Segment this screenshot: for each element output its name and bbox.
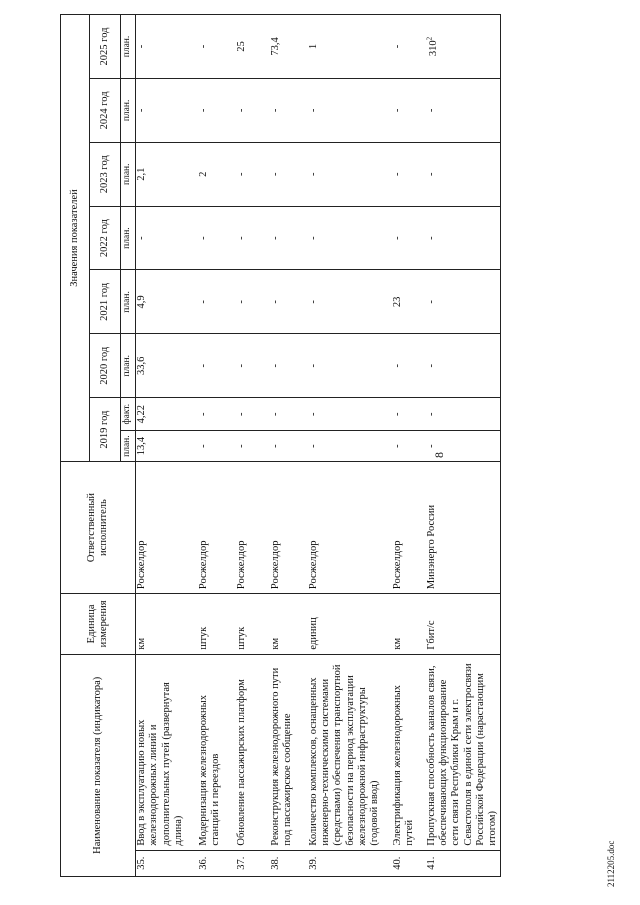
indicator-name: Обновление пассажирских платформ <box>236 654 270 850</box>
indicator-name: Пропускная способность каналов связи, обеспечивающих функционирование сети связи Республики Крым и г. Севастополя в единой сети электросвязи Российской Федерации (нарастающим итогом) <box>426 654 501 850</box>
value-cell: - <box>136 78 198 142</box>
table-row <box>270 15 308 877</box>
table-row <box>198 15 236 877</box>
value-cell: - <box>198 78 236 142</box>
value-cell: - <box>236 78 270 142</box>
value-cell: - <box>198 398 236 431</box>
indicator-name: Модернизация железнодорожных станций и переездов <box>198 654 236 850</box>
responsible-cell: Росжелдор <box>198 462 236 594</box>
value-cell: - <box>236 334 270 398</box>
header-year: 2025 год <box>90 15 121 79</box>
value-cell: - <box>426 431 501 462</box>
indicator-name: Количество комплексов, оснащенных инженерно-техническими системами (средствами) обеспечения транспортной безопасности на период эксплуатации железнодорожной инфраструктуры (годовой ввод) <box>308 654 392 850</box>
table-body <box>136 15 501 877</box>
responsible-cell: Росжелдор <box>308 462 392 594</box>
indicators-table <box>60 14 501 877</box>
value-cell: - <box>308 334 392 398</box>
value-cell: 4,22 <box>136 398 198 431</box>
value-cell: - <box>426 334 501 398</box>
value-cell: - <box>392 142 426 206</box>
value-cell: 25 <box>236 15 270 79</box>
value-cell: - <box>236 206 270 270</box>
value-cell: - <box>392 398 426 431</box>
value-cell: - <box>392 78 426 142</box>
responsible-cell: Росжелдор <box>392 462 426 594</box>
value-cell: - <box>198 431 236 462</box>
value-cell: 73,4 <box>270 15 308 79</box>
value-cell: - <box>236 398 270 431</box>
value-cell: - <box>426 206 501 270</box>
value-cell: - <box>270 206 308 270</box>
page-number: 8 <box>432 452 446 458</box>
header-plan: план. <box>121 270 136 334</box>
header-unit: Единица измерения <box>61 594 136 655</box>
row-number: 35. <box>136 850 198 876</box>
value-cell: - <box>392 334 426 398</box>
header-responsible: Ответственный исполнитель <box>61 462 136 594</box>
value-cell: - <box>308 270 392 334</box>
header-plan: план. <box>121 206 136 270</box>
unit-cell: штук <box>198 594 236 655</box>
value-cell: - <box>392 15 426 79</box>
footnote-marker: 2 <box>425 36 434 41</box>
row-number: 36. <box>198 850 236 876</box>
header-row-groups <box>61 15 90 877</box>
responsible-cell: Росжелдор <box>136 462 198 594</box>
value-cell: - <box>198 334 236 398</box>
value-cell: - <box>270 78 308 142</box>
table-row <box>236 15 270 877</box>
responsible-cell: Росжелдор <box>236 462 270 594</box>
value-cell: 2 <box>198 142 236 206</box>
value-cell: - <box>236 431 270 462</box>
value-cell: - <box>198 206 236 270</box>
row-number: 38. <box>270 850 308 876</box>
value-cell: - <box>136 15 198 79</box>
value-cell: - <box>308 206 392 270</box>
value-cell: - <box>308 78 392 142</box>
header-plan: план. <box>121 431 136 462</box>
unit-cell: единиц <box>308 594 392 655</box>
value-cell: - <box>270 142 308 206</box>
indicator-name: Реконструкция железнодорожного пути под пассажирское сообщение <box>270 654 308 850</box>
header-year: 2022 год <box>90 206 121 270</box>
value-cell: - <box>236 270 270 334</box>
value-cell: - <box>308 398 392 431</box>
header-values-group: Значения показателей <box>61 15 90 462</box>
row-number: 40. <box>392 850 426 876</box>
unit-cell: штук <box>236 594 270 655</box>
header-plan: план. <box>121 78 136 142</box>
row-number: 39. <box>308 850 392 876</box>
value-cell: 23 <box>392 270 426 334</box>
value-cell: - <box>198 270 236 334</box>
value-text: 310 <box>428 40 439 57</box>
value-cell: 1 <box>308 15 392 79</box>
value-cell: 4,9 <box>136 270 198 334</box>
indicator-name: Электрификация железнодорожных путей <box>392 654 426 850</box>
value-cell: - <box>270 270 308 334</box>
header-plan: план. <box>121 142 136 206</box>
value-cell: - <box>308 431 392 462</box>
value-with-footnote <box>425 36 439 57</box>
header-year: 2021 год <box>90 270 121 334</box>
value-cell: - <box>392 206 426 270</box>
header-fact: факт. <box>121 398 136 431</box>
row-number: 41. <box>426 850 501 876</box>
value-cell: 13,4 <box>136 431 198 462</box>
value-cell: - <box>426 270 501 334</box>
unit-cell: км <box>136 594 198 655</box>
value-cell: - <box>392 431 426 462</box>
value-cell: 2,1 <box>136 142 198 206</box>
value-cell: - <box>270 431 308 462</box>
header-year: 2020 год <box>90 334 121 398</box>
value-cell: - <box>270 334 308 398</box>
footer-file-name: 2112205.doc <box>606 840 616 887</box>
table-row <box>392 15 426 877</box>
value-cell: 33,6 <box>136 334 198 398</box>
header-plan: план. <box>121 334 136 398</box>
table-row <box>136 15 198 877</box>
row-number: 37. <box>236 850 270 876</box>
value-cell <box>426 15 501 79</box>
value-cell: - <box>308 142 392 206</box>
value-cell: - <box>198 15 236 79</box>
unit-cell: Гбит/с <box>426 594 501 655</box>
table-row <box>308 15 392 877</box>
value-cell: - <box>426 142 501 206</box>
value-cell: - <box>236 142 270 206</box>
header-year: 2023 год <box>90 142 121 206</box>
value-cell: - <box>426 398 501 431</box>
unit-cell: км <box>270 594 308 655</box>
value-cell: - <box>136 206 198 270</box>
header-year: 2024 год <box>90 78 121 142</box>
unit-cell: км <box>392 594 426 655</box>
table-row <box>426 15 501 877</box>
responsible-cell: Минэнерго России <box>426 462 501 594</box>
header-name: Наименование показателя (индикатора) <box>61 654 136 876</box>
value-cell: - <box>270 398 308 431</box>
header-plan: план. <box>121 15 136 79</box>
value-cell: - <box>426 78 501 142</box>
indicator-name: Ввод в эксплуатацию новых железнодорожных линий и дополнительных путей (развернутая длина) <box>136 654 198 850</box>
responsible-cell: Росжелдор <box>270 462 308 594</box>
header-year: 2019 год <box>90 398 121 462</box>
